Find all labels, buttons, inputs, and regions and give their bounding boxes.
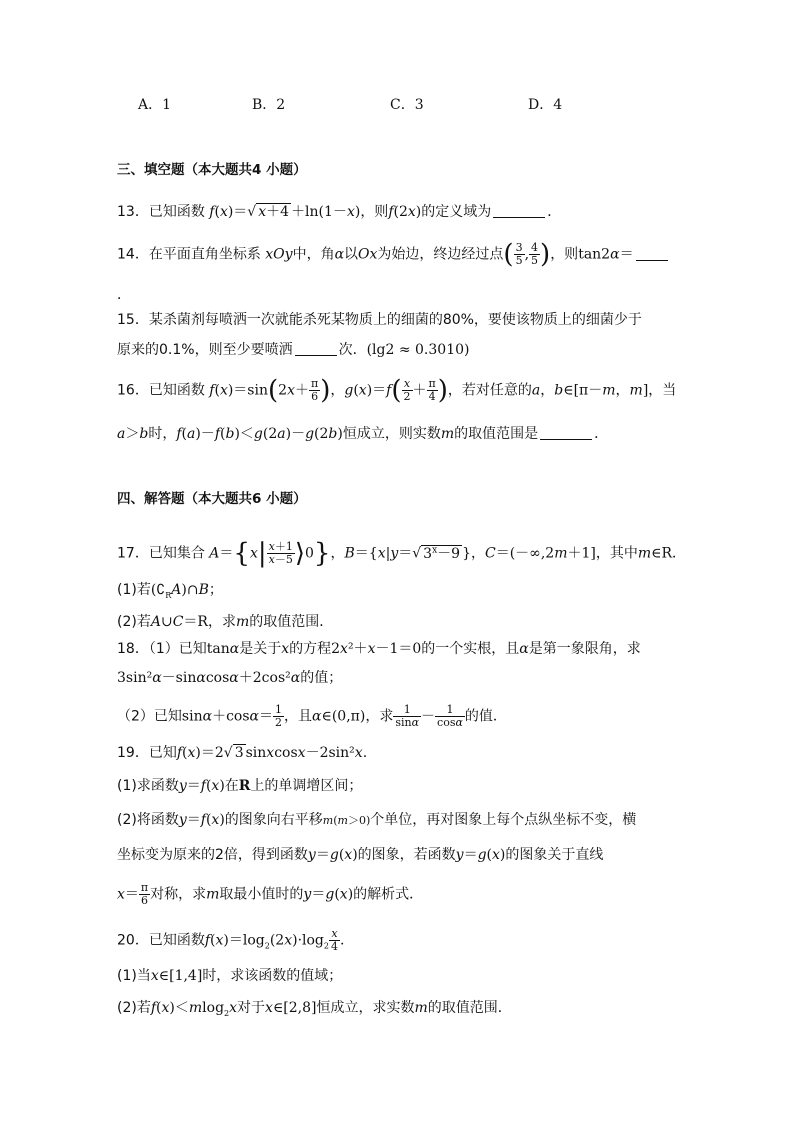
- question-17-part1: (1)若$(∁_RA)\cap B$；: [117, 582, 223, 600]
- question-20-part1: (1)当x∈[1,4]时，求该函数的值域；: [117, 968, 343, 984]
- question-15-line2: 原来的0.1%，则至少要喷洒 次．(lg2 ≈ 0.3010): [117, 342, 470, 358]
- choice-d: D．4: [528, 97, 563, 113]
- answer-blank: [493, 203, 545, 218]
- question-15-line1: 15．某杀菌剂每喷洒一次就能杀死某物质上的细菌的80%，要使该物质上的细菌少于: [117, 312, 642, 328]
- question-16-line2: a＞b时，f(a)－f(b)＜g(2a)－g(2b)恒成立，则实数m的取值范围是 ．: [117, 426, 609, 442]
- question-18: 18．（1）已知tanα是关于x的方程2x²＋x－1＝0的一个实根，且α是第一象限角，求: [117, 641, 641, 657]
- question-13: 13．已知函数 f(x)＝√ x＋4 ＋ln(1－x)，则f(2x)的定义域为 ．: [117, 204, 562, 220]
- question-18-part2: （2）已知sinα＋cosα＝ $\frac{1}{2}$ ，且α∈(0,π)，求 $\frac{1}{\sin\alpha}$ － $\frac{1}{\cos\alpha}$ 的值．: [117, 703, 507, 729]
- question-14: 14．在平面直角坐标系 xOy中，角α以Ox为始边，终边经过点( $\frac{3}{5}$ , $\frac{4}{5}$ )，则tan2α＝: [117, 242, 670, 267]
- question-17-part2: (2)若A∪C＝R，求m的取值范围．: [117, 614, 334, 630]
- question-14-end: ．: [117, 287, 131, 303]
- question-19-part1: (1)求函数y＝f(x)在R上的单调增区间；: [117, 778, 363, 794]
- question-20: 20．已知函数$f(x)=\log_2(2x)\cdot\log_2$ $\frac{x}{4}$ .: [117, 927, 345, 953]
- answer-blank: [295, 341, 337, 356]
- question-20-part2: (2)若f(x)＜mlog$_2$x对于x∈[2,8]恒成立，求实数m的取值范围．: [117, 1000, 512, 1018]
- question-19-part2-end: x＝ $\frac{\pi}{6}$ 对称，求m取最小值时的y＝g(x)的解析式．: [117, 881, 424, 907]
- answer-blank: [636, 246, 668, 261]
- choice-a: A．1: [138, 97, 172, 113]
- choice-b: B．2: [252, 97, 286, 113]
- section3-title: 三、填空题（本大题共4 小题）: [117, 162, 307, 178]
- question-18-expression: 3sin²α－sinαcosα＋2cos²α的值；: [117, 670, 343, 686]
- question-16-line1: 16．已知函数 f(x)＝sin(2x＋ $\frac{\pi}{6}$ )，g(x)＝f( $\frac{x}{2}$ ＋ $\frac{\pi}{4}$ )，若对任意的a，b∈[π－m，m]，当: [117, 375, 677, 406]
- question-19-part2-cont: 坐标变为原来的2倍，得到函数y＝g(x)的图象，若函数y＝g(x)的图象关于直线: [117, 847, 604, 863]
- answer-blank: [540, 425, 592, 440]
- question-19: 19．已知f(x)＝2√ 3 sinxcosx－2sin²x.: [117, 745, 368, 761]
- question-19-part2: (2)将函数y＝f(x)的图象向右平移m(m＞0)个单位，再对图象上每个点纵坐标不变，横: [117, 812, 637, 828]
- section4-title: 四、解答题（本大题共6 小题）: [117, 491, 307, 507]
- choice-c: C．3: [390, 97, 424, 113]
- answer-choices: [138, 95, 638, 115]
- question-17: 17．已知集合 A＝{x| $\frac{x+1}{x-5}$ ⟩0}，B＝{x|y＝√ $3^x-9$ }，C＝(－∞,2m＋1]，其中m∈R．: [117, 538, 687, 569]
